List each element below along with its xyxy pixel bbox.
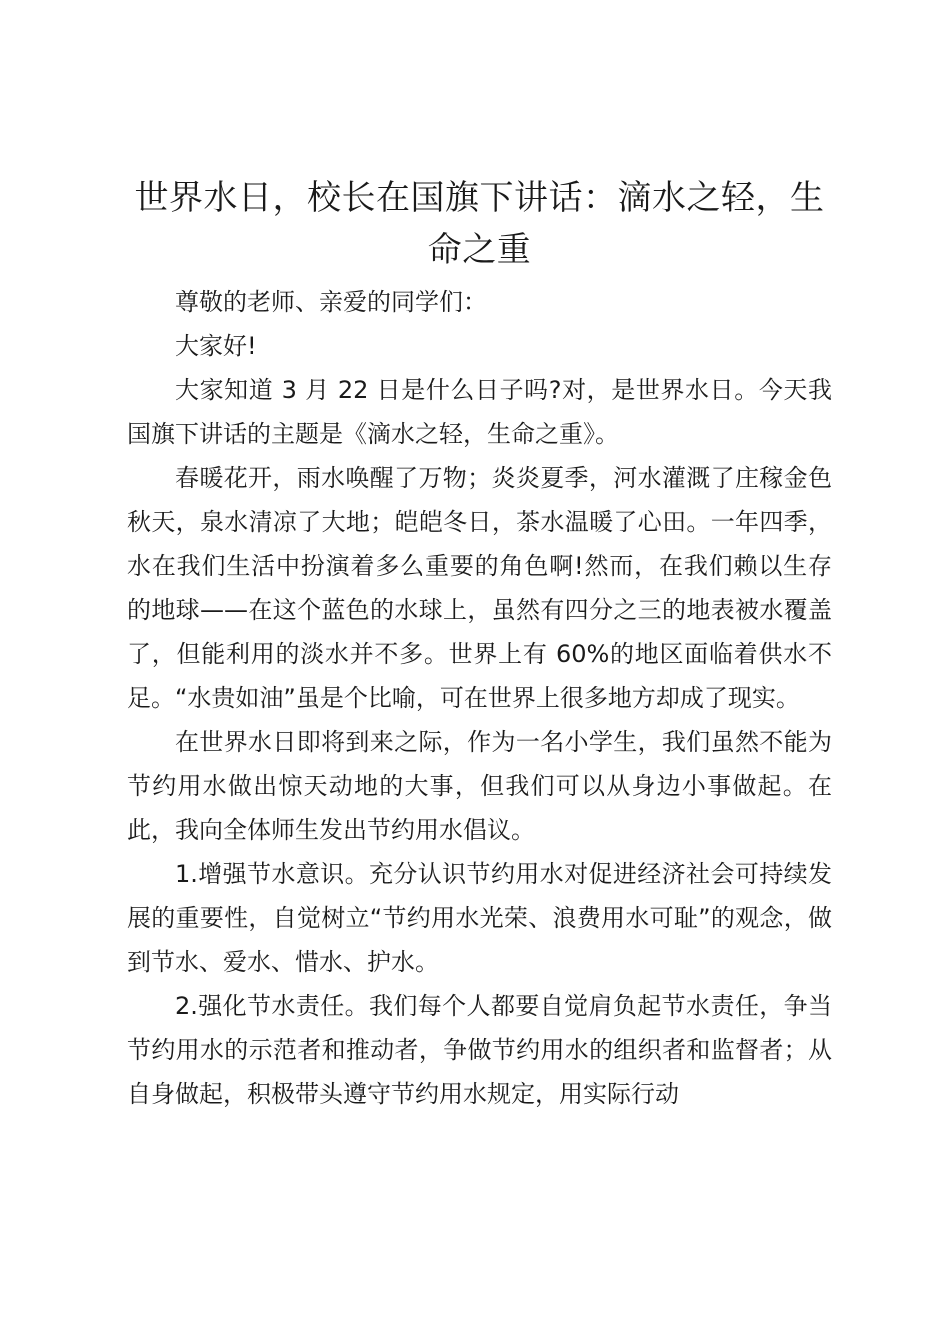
paragraph-initiative: 在世界水日即将到来之际，作为一名小学生，我们虽然不能为节约用水做出惊天动地的大事，但我们可以从身边小事做起。在此，我向全体师生发出节约用水倡议。 [127,728,832,844]
paragraph-intro: 大家知道 3 月 22 日是什么日子吗?对，是世界水日。今天我国旗下讲话的主题是《滴水之轻，生命之重》。 [127,376,832,448]
paragraph-greeting: 大家好! [175,332,257,360]
document-body [127,172,832,1116]
paragraph-point-1: 1.增强节水意识。充分认识节约用水对促进经济社会可持续发展的重要性，自觉树立“节约用水光荣、浪费用水可耻”的观念，做到节水、爱水、惜水、护水。 [127,860,832,976]
paragraph-point-2: 2.强化节水责任。我们每个人都要自觉肩负起节水责任，争当节约用水的示范者和推动者，争做节约用水的组织者和监督者；从自身做起，积极带头遵守节约用水规定，用实际行动 [127,992,832,1108]
paragraph-salutation: 尊敬的老师、亲爱的同学们： [175,288,487,316]
paragraph-seasons: 春暖花开，雨水唤醒了万物；炎炎夏季，河水灌溉了庄稼金色秋天，泉水清凉了大地；皑皑冬日，茶水温暖了心田。一年四季，水在我们生活中扮演着多么重要的角色啊!然而，在我们赖以生存的地球——在这个蓝色的水球上，虽然有四分之三的地表被水覆盖了，但能利用的淡水并不多。世界上有 60%的地区面临着供水不足。“水贵如油”虽是个比喻，可在世界上很多地方却成了现实。 [127,464,832,712]
document-title: 世界水日，校长在国旗下讲话：滴水之轻，生命之重 [134,178,825,270]
